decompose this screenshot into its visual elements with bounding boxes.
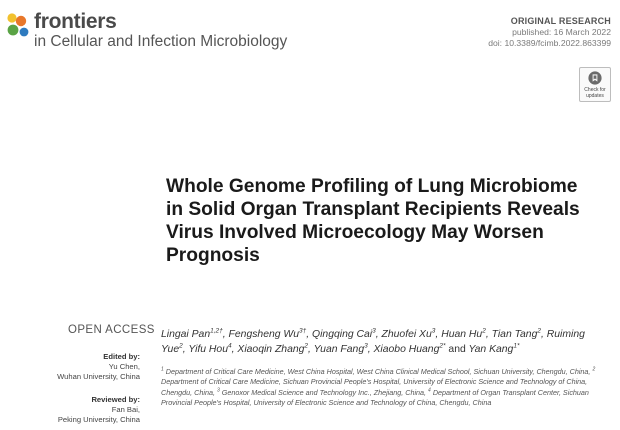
author-affiliation-mark: 2 [482,327,486,335]
author-affiliation-mark: 1* [513,342,520,350]
author-list: Lingai Pan$^{1,2\dagger}$, Fengsheng $Wu^{3\dagger}$, Qingqing Cai$^3$, Zhuofei Xu$^3$, Huan Hu$^2$, Tian Tang$^2$, Ruiming Yue$^2$, Yifu Hou$^4$, Xiaoqin Zhang$^2$, Yuan Fang$^3$, Xiaobo Huang$^{2*}$ and Yan Kang$^{1*}$ [161,327,585,355]
author-affiliation-mark: 1,2† [210,327,223,335]
author-affiliation-mark: 3† [299,327,307,335]
author-affiliation-mark: 2 [537,327,541,335]
logo-dot-yellow [7,13,16,22]
affiliation-text: Department of Critical Care Medicine, West China Hospital, West China Clinical Medical School, Sichuan University, Chengdu, China, [165,367,591,376]
edited-by-block [57,352,140,382]
open-access-label[interactable]: OPEN ACCESS [68,324,155,336]
affiliation-text: Department of Organ Transplant Center, Sichuan Provincial People's Hospital, University of Electronic Science and Technology of China, Chengdu, China [161,387,589,407]
author-name[interactable]: Huan Hu [441,329,483,340]
affiliation-number: 3 [216,387,220,394]
author-affiliation-mark: 2 [304,342,309,350]
logo-dot-orange [16,16,26,26]
reviewed-by-block [58,395,140,425]
doi-link[interactable]: doi: 10.3389/fcimb.2022.863399 [488,38,611,48]
affiliation-text: Department of Critical Care Medicine, Sichuan Provincial People's Hospital, University of Electronic Science and Technology of China, Chengdu, China, [161,377,588,397]
affiliation-text: Genoxor Medical Science and Technology Inc., Zhejiang, China, [221,387,427,397]
editor-name[interactable]: Yu Chen, [108,362,140,371]
brand-name[interactable]: frontiers [34,10,117,33]
author-affiliation-mark: 3 [372,327,376,335]
author-name[interactable]: Fengsheng Wu [228,329,300,340]
logo-dot-blue [20,28,29,37]
author-affiliation-mark: 3 [431,327,436,335]
edited-by-label: Edited by: [103,352,140,361]
author-name[interactable]: Yan Kang [468,344,514,355]
author-name[interactable]: Xiaoqin Zhang [237,344,305,355]
frontiers-logo-icon [6,12,36,40]
affiliation-number: 1 [161,366,164,373]
article-title: Whole Genome Profiling of Lung Microbiome in Solid Organ Transplant Recipients Reveals Virus Involved Microecology May Worsen Prognosis [166,176,580,266]
article-type: ORIGINAL RESEARCH [510,16,611,26]
reviewer-name[interactable]: Fan Bai, [111,405,140,414]
author-and: and [448,344,466,355]
author-name[interactable]: Yuan Fang [313,344,365,355]
author-name[interactable]: Tian Tang [491,329,538,340]
author-name[interactable]: Xiaobo Huang [373,344,440,355]
author-name[interactable]: Zhuofei Xu [381,329,432,340]
editor-affiliation: Wuhan University, China [57,372,140,381]
check-for-updates-button[interactable] [579,67,611,102]
author-name[interactable]: Qingqing Cai [312,329,373,340]
affiliation-number: 2 [592,366,596,373]
author-name[interactable]: Yifu Hou [188,344,228,355]
affiliation-number: 4 [428,387,431,394]
author-affiliation-mark: 3 [364,342,368,350]
article-meta [488,16,611,49]
author-name[interactable]: Lingai Pan [161,329,211,340]
author-name[interactable]: Ruiming Yue [161,329,585,355]
author-affiliation-mark: 2 [179,342,183,350]
author-affiliation-mark: 2* [439,342,446,350]
author-affiliation-mark: 4 [228,342,232,350]
published-date: published: 16 March 2022 [512,27,611,37]
check-for-updates-icon [588,71,602,85]
check-for-updates-line2: updates [586,93,604,99]
check-for-updates-line1: Check for [584,87,606,93]
logo-dot-green [8,25,19,36]
check-for-updates-label [580,87,610,99]
reviewer-affiliation: Peking University, China [57,415,140,424]
journal-name[interactable]: in Cellular and Infection Microbiology [34,33,288,50]
reviewed-by-label: Reviewed by: [91,395,140,404]
affiliation-list [161,367,601,408]
